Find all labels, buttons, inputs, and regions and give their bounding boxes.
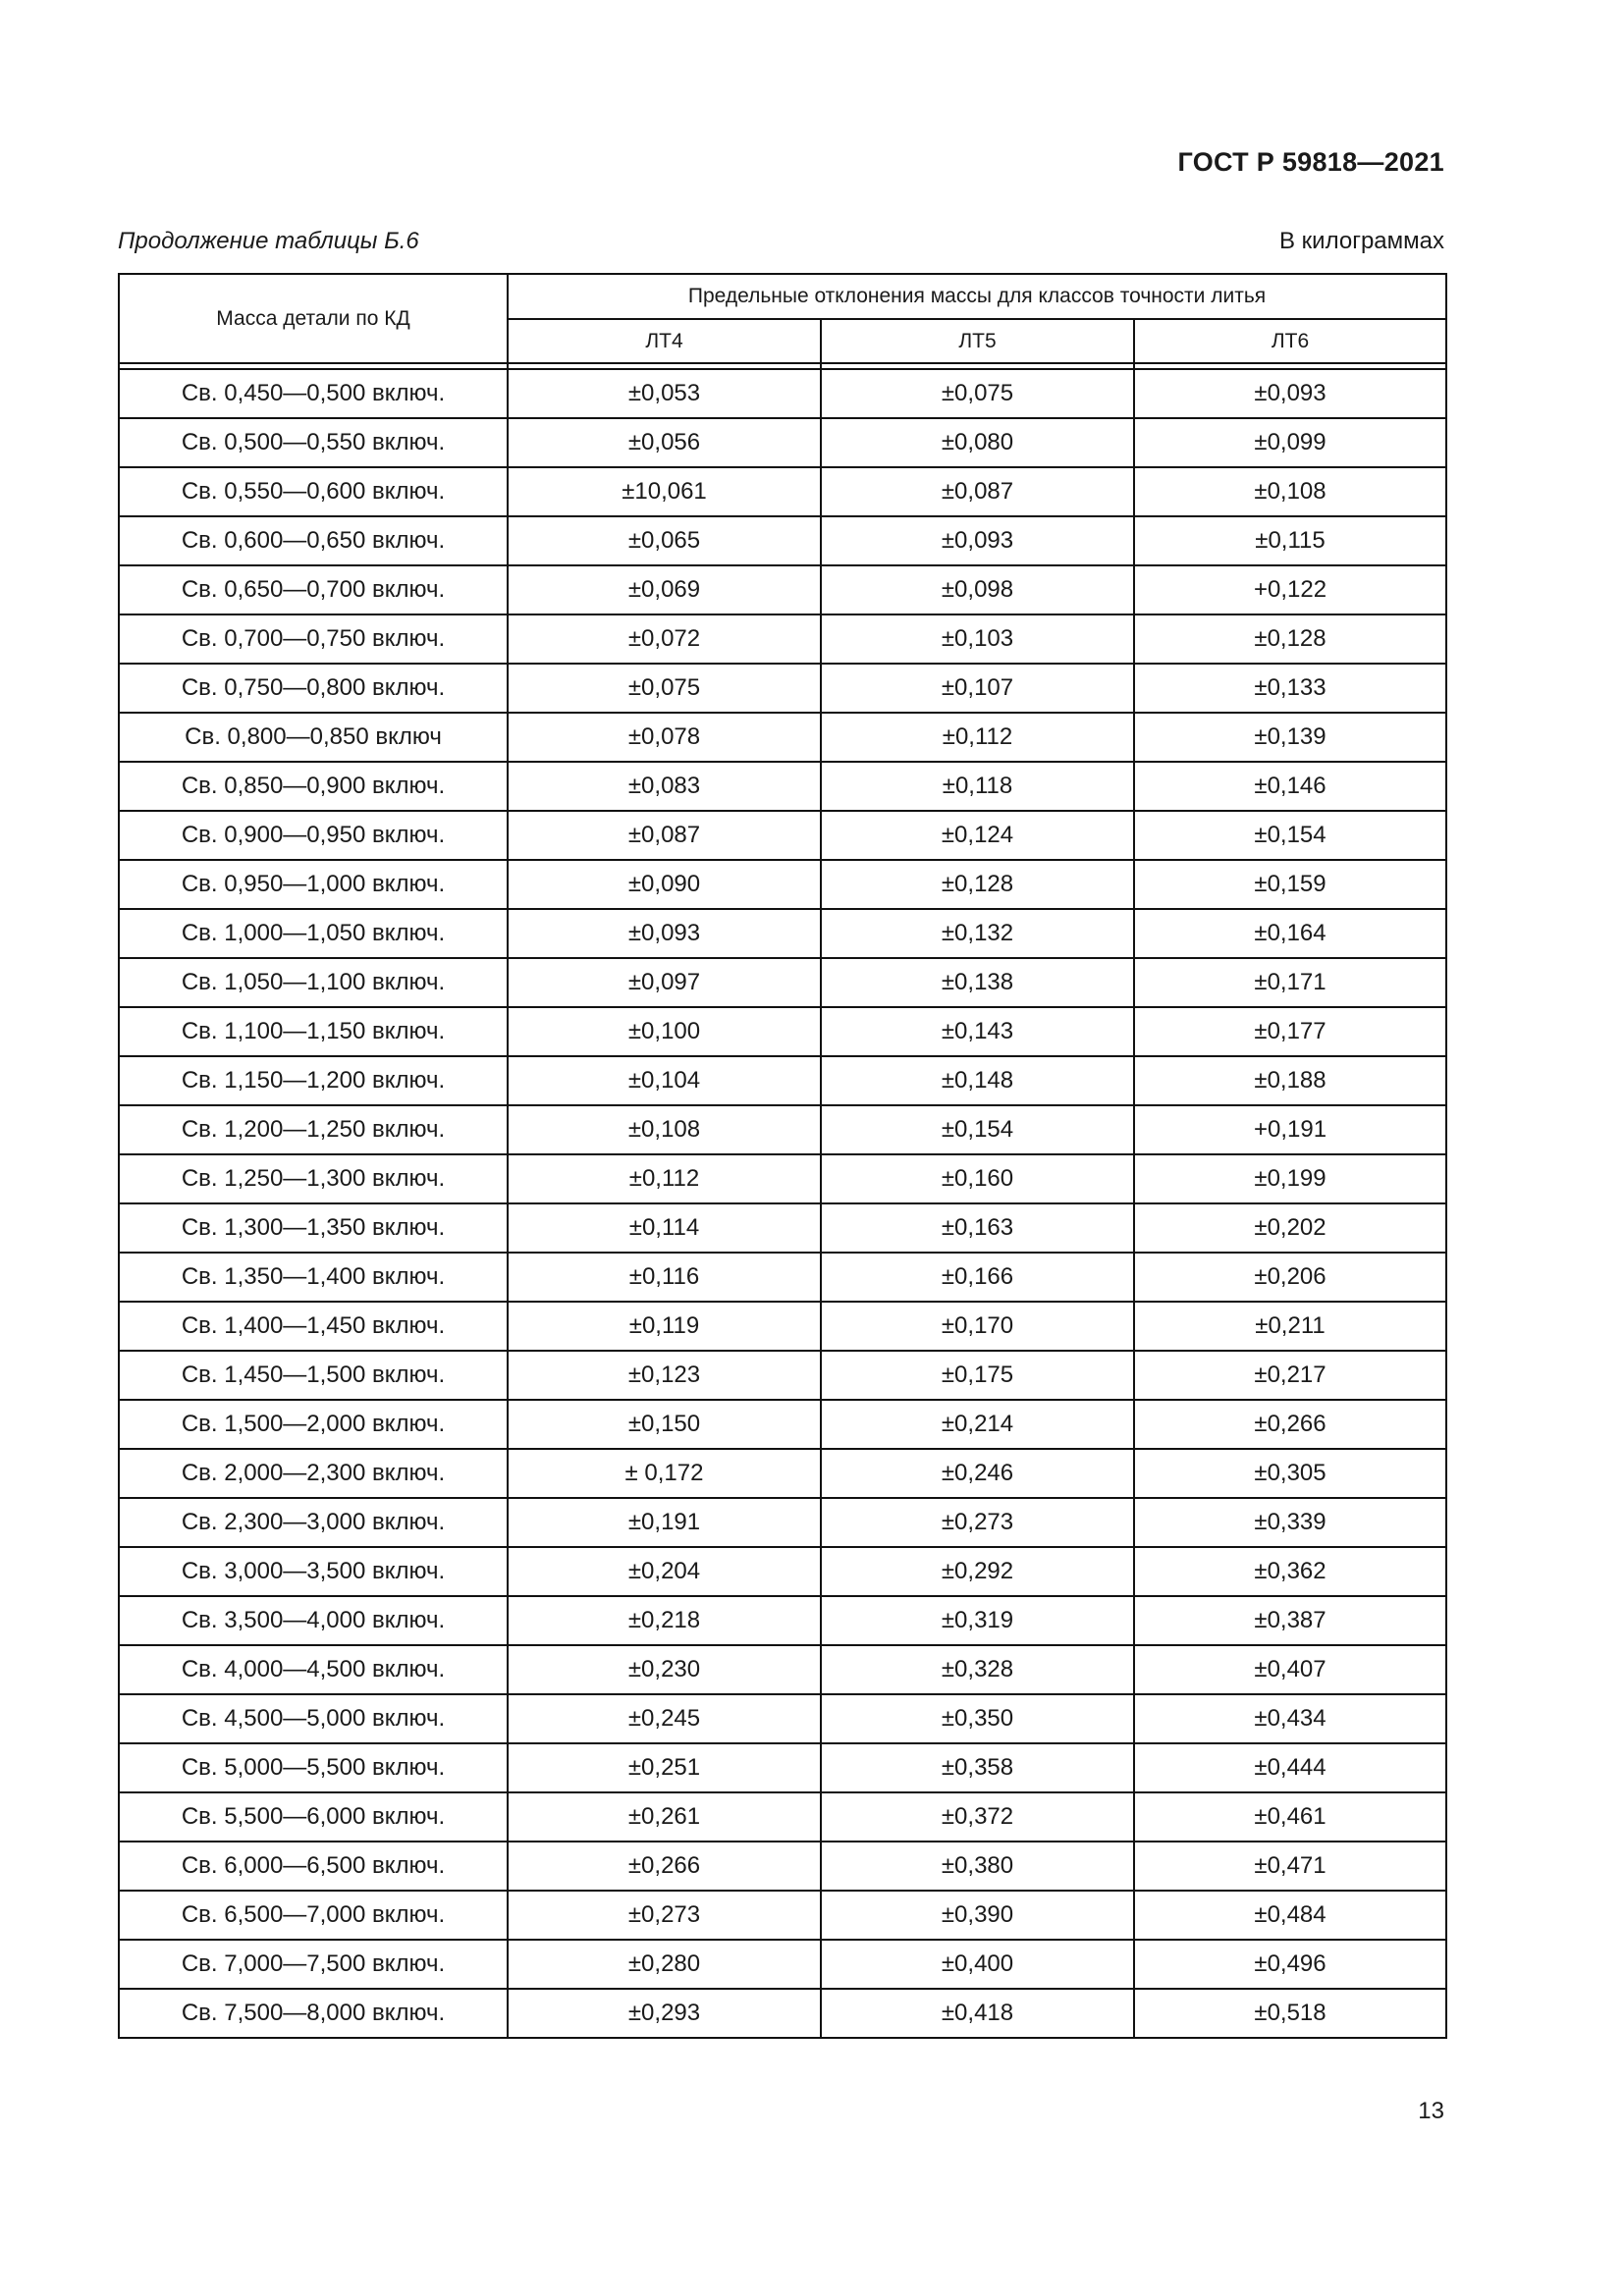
table-row <box>119 516 1446 565</box>
lt6-cell: ±0,387 <box>1134 1596 1446 1645</box>
lt4-cell: ±0,090 <box>508 860 821 909</box>
lt4-cell: ±0,056 <box>508 418 821 467</box>
lt4-cell: ±0,293 <box>508 1989 821 2038</box>
mass-range-cell: Св. 3,500—4,000 включ. <box>119 1596 508 1645</box>
lt5-cell: ±0,143 <box>821 1007 1134 1056</box>
table-caption: Продолжение таблицы Б.6 <box>118 228 419 254</box>
lt4-cell: ±0,191 <box>508 1498 821 1547</box>
lt4-cell: ±0,245 <box>508 1694 821 1743</box>
mass-range-cell: Св. 5,500—6,000 включ. <box>119 1792 508 1842</box>
lt6-cell: +0,122 <box>1134 565 1446 614</box>
lt4-cell: ±0,097 <box>508 958 821 1007</box>
mass-range-cell: Св. 0,550—0,600 включ. <box>119 467 508 516</box>
table-row <box>119 1203 1446 1253</box>
lt4-cell: ±0,116 <box>508 1253 821 1302</box>
table-row <box>119 1940 1446 1989</box>
table-body <box>119 369 1446 2038</box>
table-row <box>119 614 1446 664</box>
table-row <box>119 909 1446 958</box>
standard-designation: ГОСТ Р 59818—2021 <box>1177 147 1444 177</box>
lt6-cell: ±0,518 <box>1134 1989 1446 2038</box>
lt6-cell: ±0,444 <box>1134 1743 1446 1792</box>
lt6-cell: ±0,188 <box>1134 1056 1446 1105</box>
lt5-cell: ±0,170 <box>821 1302 1134 1351</box>
table-row <box>119 1154 1446 1203</box>
mass-range-cell: Св. 4,500—5,000 включ. <box>119 1694 508 1743</box>
mass-range-cell: Св. 0,900—0,950 включ. <box>119 811 508 860</box>
lt5-cell: ±0,358 <box>821 1743 1134 1792</box>
table-row <box>119 713 1446 762</box>
table-row <box>119 1645 1446 1694</box>
mass-range-cell: Св. 0,450—0,500 включ. <box>119 369 508 418</box>
mass-range-cell: Св. 7,000—7,500 включ. <box>119 1940 508 1989</box>
mass-range-cell: Св. 0,750—0,800 включ. <box>119 664 508 713</box>
lt5-cell: ±0,273 <box>821 1498 1134 1547</box>
lt5-cell: ±0,160 <box>821 1154 1134 1203</box>
mass-range-cell: Св. 1,050—1,100 включ. <box>119 958 508 1007</box>
table-row <box>119 811 1446 860</box>
mass-range-cell: Св. 1,150—1,200 включ. <box>119 1056 508 1105</box>
header-class-lt5: ЛТ5 <box>821 319 1134 363</box>
lt6-cell: ±0,133 <box>1134 664 1446 713</box>
lt6-cell: ±0,099 <box>1134 418 1446 467</box>
table-row <box>119 1351 1446 1400</box>
lt4-cell: ±0,104 <box>508 1056 821 1105</box>
lt5-cell: ±0,112 <box>821 713 1134 762</box>
lt4-cell: ±0,069 <box>508 565 821 614</box>
mass-range-cell: Св. 1,200—1,250 включ. <box>119 1105 508 1154</box>
lt6-cell: ±0,171 <box>1134 958 1446 1007</box>
lt6-cell: ±0,159 <box>1134 860 1446 909</box>
lt5-cell: ±0,080 <box>821 418 1134 467</box>
lt6-cell: ±0,093 <box>1134 369 1446 418</box>
header-class-lt4: ЛТ4 <box>508 319 821 363</box>
lt5-cell: ±0,118 <box>821 762 1134 811</box>
mass-range-cell: Св. 3,000—3,500 включ. <box>119 1547 508 1596</box>
lt6-cell: ±0,206 <box>1134 1253 1446 1302</box>
lt5-cell: ±0,132 <box>821 909 1134 958</box>
header-deviation-group: Предельные отклонения массы для классов точности литья <box>508 274 1446 319</box>
mass-range-cell: Св. 1,250—1,300 включ. <box>119 1154 508 1203</box>
lt6-cell: ±0,202 <box>1134 1203 1446 1253</box>
lt6-cell: ±0,154 <box>1134 811 1446 860</box>
mass-range-cell: Св. 0,950—1,000 включ. <box>119 860 508 909</box>
mass-range-cell: Св. 1,000—1,050 включ. <box>119 909 508 958</box>
lt5-cell: ±0,148 <box>821 1056 1134 1105</box>
mass-range-cell: Св. 6,500—7,000 включ. <box>119 1891 508 1940</box>
lt4-cell: ± 0,172 <box>508 1449 821 1498</box>
lt6-cell: +0,191 <box>1134 1105 1446 1154</box>
lt4-cell: ±0,108 <box>508 1105 821 1154</box>
mass-range-cell: Св. 1,500—2,000 включ. <box>119 1400 508 1449</box>
lt6-cell: ±0,108 <box>1134 467 1446 516</box>
lt5-cell: ±0,292 <box>821 1547 1134 1596</box>
lt6-cell: ±0,146 <box>1134 762 1446 811</box>
mass-range-cell: Св. 2,300—3,000 включ. <box>119 1498 508 1547</box>
table-row <box>119 1547 1446 1596</box>
lt5-cell: ±0,154 <box>821 1105 1134 1154</box>
lt4-cell: ±0,112 <box>508 1154 821 1203</box>
lt5-cell: ±0,380 <box>821 1842 1134 1891</box>
lt4-cell: ±0,261 <box>508 1792 821 1842</box>
table-row <box>119 565 1446 614</box>
table-row <box>119 1302 1446 1351</box>
mass-range-cell: Св. 1,400—1,450 включ. <box>119 1302 508 1351</box>
table-row <box>119 860 1446 909</box>
lt5-cell: ±0,166 <box>821 1253 1134 1302</box>
table-row <box>119 467 1446 516</box>
header-class-lt6: ЛТ6 <box>1134 319 1446 363</box>
lt5-cell: ±0,328 <box>821 1645 1134 1694</box>
table-row <box>119 369 1446 418</box>
lt6-cell: ±0,266 <box>1134 1400 1446 1449</box>
lt4-cell: ±0,093 <box>508 909 821 958</box>
mass-range-cell: Св. 1,450—1,500 включ. <box>119 1351 508 1400</box>
table-row <box>119 958 1446 1007</box>
lt4-cell: ±0,119 <box>508 1302 821 1351</box>
lt5-cell: ±0,128 <box>821 860 1134 909</box>
mass-range-cell: Св. 1,100—1,150 включ. <box>119 1007 508 1056</box>
mass-range-cell: Св. 7,500—8,000 включ. <box>119 1989 508 2038</box>
table-row <box>119 1694 1446 1743</box>
lt5-cell: ±0,350 <box>821 1694 1134 1743</box>
units-note: В килограммах <box>1279 228 1444 254</box>
lt5-cell: ±0,418 <box>821 1989 1134 2038</box>
lt6-cell: ±0,115 <box>1134 516 1446 565</box>
lt6-cell: ±0,164 <box>1134 909 1446 958</box>
lt5-cell: ±0,246 <box>821 1449 1134 1498</box>
lt4-cell: ±0,123 <box>508 1351 821 1400</box>
lt4-cell: ±0,204 <box>508 1547 821 1596</box>
lt4-cell: ±0,230 <box>508 1645 821 1694</box>
lt4-cell: ±0,273 <box>508 1891 821 1940</box>
lt4-cell: ±0,072 <box>508 614 821 664</box>
mass-range-cell: Св. 1,300—1,350 включ. <box>119 1203 508 1253</box>
lt6-cell: ±0,484 <box>1134 1891 1446 1940</box>
lt4-cell: ±0,083 <box>508 762 821 811</box>
lt4-cell: ±0,065 <box>508 516 821 565</box>
mass-range-cell: Св. 5,000—5,500 включ. <box>119 1743 508 1792</box>
table-row <box>119 1743 1446 1792</box>
lt4-cell: ±0,251 <box>508 1743 821 1792</box>
lt4-cell: ±0,078 <box>508 713 821 762</box>
table-row <box>119 418 1446 467</box>
lt5-cell: ±0,138 <box>821 958 1134 1007</box>
mass-deviation-table <box>118 273 1447 2039</box>
mass-range-cell: Св. 1,350—1,400 включ. <box>119 1253 508 1302</box>
mass-range-cell: Св. 2,000—2,300 включ. <box>119 1449 508 1498</box>
lt5-cell: ±0,319 <box>821 1596 1134 1645</box>
lt6-cell: ±0,461 <box>1134 1792 1446 1842</box>
lt5-cell: ±0,124 <box>821 811 1134 860</box>
lt5-cell: ±0,075 <box>821 369 1134 418</box>
table-row <box>119 762 1446 811</box>
lt5-cell: ±0,163 <box>821 1203 1134 1253</box>
lt5-cell: ±0,372 <box>821 1792 1134 1842</box>
lt6-cell: ±0,496 <box>1134 1940 1446 1989</box>
lt6-cell: ±0,211 <box>1134 1302 1446 1351</box>
lt4-cell: ±10,061 <box>508 467 821 516</box>
lt5-cell: ±0,400 <box>821 1940 1134 1989</box>
mass-range-cell: Св. 0,850—0,900 включ. <box>119 762 508 811</box>
table-row <box>119 1792 1446 1842</box>
table-row <box>119 1498 1446 1547</box>
lt4-cell: ±0,280 <box>508 1940 821 1989</box>
lt4-cell: ±0,087 <box>508 811 821 860</box>
lt5-cell: ±0,214 <box>821 1400 1134 1449</box>
lt5-cell: ±0,087 <box>821 467 1134 516</box>
lt6-cell: ±0,199 <box>1134 1154 1446 1203</box>
lt6-cell: ±0,305 <box>1134 1449 1446 1498</box>
mass-range-cell: Св. 0,650—0,700 включ. <box>119 565 508 614</box>
lt6-cell: ±0,217 <box>1134 1351 1446 1400</box>
lt4-cell: ±0,075 <box>508 664 821 713</box>
lt4-cell: ±0,114 <box>508 1203 821 1253</box>
lt6-cell: ±0,177 <box>1134 1007 1446 1056</box>
lt4-cell: ±0,218 <box>508 1596 821 1645</box>
table-row <box>119 1105 1446 1154</box>
mass-range-cell: Св. 6,000—6,500 включ. <box>119 1842 508 1891</box>
table-row <box>119 1891 1446 1940</box>
lt5-cell: ±0,175 <box>821 1351 1134 1400</box>
lt6-cell: ±0,434 <box>1134 1694 1446 1743</box>
lt6-cell: ±0,139 <box>1134 713 1446 762</box>
table-row <box>119 1400 1446 1449</box>
lt5-cell: ±0,098 <box>821 565 1134 614</box>
table-row <box>119 1989 1446 2038</box>
lt6-cell: ±0,471 <box>1134 1842 1446 1891</box>
lt4-cell: ±0,150 <box>508 1400 821 1449</box>
mass-range-cell: Св. 0,700—0,750 включ. <box>119 614 508 664</box>
table-row <box>119 1596 1446 1645</box>
lt4-cell: ±0,053 <box>508 369 821 418</box>
lt6-cell: ±0,362 <box>1134 1547 1446 1596</box>
lt4-cell: ±0,266 <box>508 1842 821 1891</box>
lt5-cell: ±0,107 <box>821 664 1134 713</box>
lt4-cell: ±0,100 <box>508 1007 821 1056</box>
table-row <box>119 1007 1446 1056</box>
table-row <box>119 1842 1446 1891</box>
table-row <box>119 1449 1446 1498</box>
page-number: 13 <box>1418 2098 1444 2124</box>
mass-range-cell: Св. 0,800—0,850 включ <box>119 713 508 762</box>
mass-range-cell: Св. 4,000—4,500 включ. <box>119 1645 508 1694</box>
mass-range-cell: Св. 0,600—0,650 включ. <box>119 516 508 565</box>
lt6-cell: ±0,339 <box>1134 1498 1446 1547</box>
table-row <box>119 1056 1446 1105</box>
table-row <box>119 664 1446 713</box>
header-mass: Масса детали по КД <box>119 274 508 363</box>
lt5-cell: ±0,390 <box>821 1891 1134 1940</box>
mass-range-cell: Св. 0,500—0,550 включ. <box>119 418 508 467</box>
lt5-cell: ±0,093 <box>821 516 1134 565</box>
lt6-cell: ±0,407 <box>1134 1645 1446 1694</box>
lt5-cell: ±0,103 <box>821 614 1134 664</box>
table-row <box>119 1253 1446 1302</box>
lt6-cell: ±0,128 <box>1134 614 1446 664</box>
